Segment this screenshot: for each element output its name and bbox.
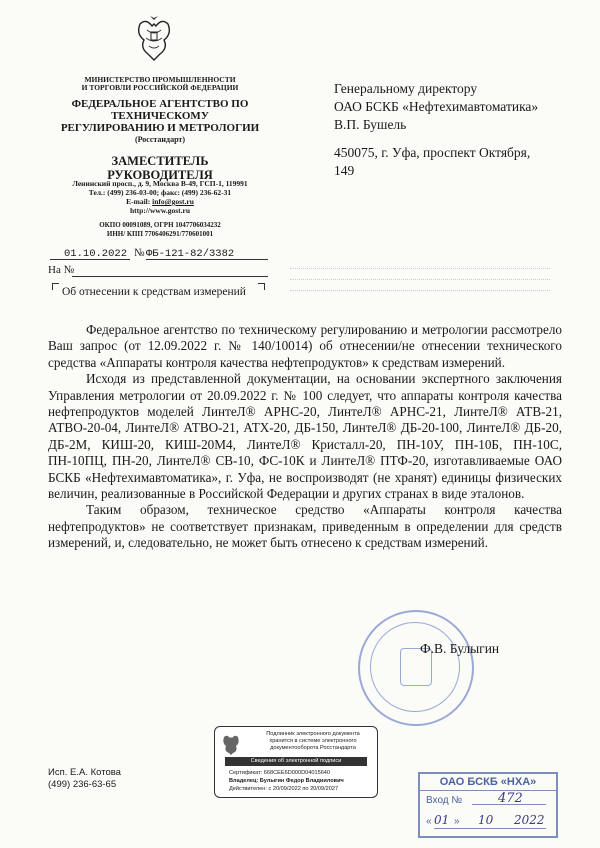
reg-date-line xyxy=(50,259,130,260)
body-paragraph-3: Таким образом, техническое средство «Аппараты контроля качества нефтепродуктов» не соответствует признакам, приведенным в определении для средств измерений, и, следовательно, не может быть отнесено к средствам измерений. xyxy=(48,502,562,551)
electronic-signature-block xyxy=(214,726,378,798)
on-no-label: На № xyxy=(48,264,75,276)
signature-emblem-icon xyxy=(221,733,241,757)
org-inn: ИНН/ КПП 7706406291/770601001 xyxy=(106,230,214,238)
incoming-registration-stamp: ОАО БСКБ «НХА» Вход № 472 « 01 » 10 2022 xyxy=(418,772,558,838)
esig-validity: Действителен: с 20/09/2022 по 20/09/2027 xyxy=(229,786,339,792)
bleed-through-text xyxy=(290,262,550,302)
recipient-name: В.П. Бушель xyxy=(334,117,407,132)
incoming-day: 01 xyxy=(434,813,450,827)
on-no-line xyxy=(72,276,268,277)
official-round-stamp xyxy=(358,610,474,726)
subject-bracket-left xyxy=(52,283,59,290)
coat-of-arms-icon xyxy=(132,14,176,64)
incoming-year: 2022 xyxy=(514,813,545,827)
reg-number: ФБ-121-82/3382 xyxy=(146,248,235,260)
recipient-position: Генеральному директору xyxy=(334,81,478,96)
executor-phone: (499) 236-63-65 xyxy=(48,779,117,790)
reg-number-sign: № xyxy=(134,247,145,259)
esig-line-2: хранится в системе электронного xyxy=(269,738,357,744)
org-email xyxy=(60,198,260,206)
incoming-date-line xyxy=(434,828,546,829)
esig-line-1: Подлинник электронного документа xyxy=(266,731,360,737)
esig-owner: Владелец: Булыгин Федор Владиилович xyxy=(229,778,344,784)
org-phones: Тел.: (499) 236-03-00; факс: (499) 236-62-31 xyxy=(88,188,232,197)
email-label: E-mail: xyxy=(126,197,151,206)
subject-bracket-right xyxy=(258,283,265,290)
incoming-stamp-org: ОАО БСКБ «НХА» xyxy=(420,774,556,791)
esig-title: Сведения об электронной подписи xyxy=(225,757,367,766)
signer-name: Ф.В. Булыгин xyxy=(420,641,500,656)
org-website[interactable]: http://www.gost.ru xyxy=(129,206,190,215)
esig-certificate: Сертификат: 668CEE6D000D04015640 xyxy=(229,770,331,776)
incoming-stamp-label: Вход № xyxy=(426,795,463,806)
letter-body xyxy=(48,322,562,552)
agency-name: ФЕДЕРАЛЬНОЕ АГЕНТСТВО ПО ТЕХНИЧЕСКОМУ РЕГУЛИРОВАНИЮ И МЕТРОЛОГИИ xyxy=(60,98,260,135)
incoming-number: 472 xyxy=(498,791,523,806)
reg-number-line xyxy=(146,259,268,260)
recipient-org: ОАО БСКБ «Нефтехимавтоматика» xyxy=(334,99,539,114)
esig-line-3: документооборота Росстандарта xyxy=(270,745,356,751)
incoming-month: 10 xyxy=(478,813,494,827)
body-paragraph-1: Федеральное агентство по техническому регулированию и метрологии рассмотрело Ваш запрос (от 12.09.2022 г. № 140/10014) об отнесении/не отнесении технического средства «Аппараты контроля качества нефтепродуктов» к средствам измерений. xyxy=(48,322,562,370)
executor-name: Исп. Е.А. Котова xyxy=(48,767,121,778)
email-link[interactable]: info@gost.ru xyxy=(152,197,194,206)
reg-date: 01.10.2022 xyxy=(64,248,128,260)
recipient-address-line1: 450075, г. Уфа, проспект Октября, xyxy=(334,145,531,160)
body-paragraph-2: Исходя из представленной документации, на основании экспертного заключения Управления метрологии от 20.09.2022 г. № 100 следует, что аппараты контроля качества нефтепродуктов моделей ЛинтеЛ® АРНС-20, ЛинтеЛ® АРНС-21, ЛинтеЛ® АТВ-21, АТВО-20-04, ЛинтеЛ® АТВО-21, АТХ-20, ДБ-150, ЛинтеЛ® ДБ-20-100, ЛинтеЛ® ДБ-20, ДБ-2М, КИШ-20, КИШ-20М4, ЛинтеЛ® Кристалл-20, ПН-10У, ПН-10Б, ПН-10С, ПН-10ПЦ, ПН-20, ЛинтеЛ® СВ-10, ФС-10К и ЛинтеЛ® ПТФ-20, изготавливаемые ОАО БСКБ «Нефтехимавтоматика», г. Уфа, не воспроизводят (не хранят) единицы физических величин, реализованные в Российской Федерации и других странах в виде эталонов. xyxy=(48,371,562,502)
subject-line: Об отнесении к средствам измерений xyxy=(62,286,246,298)
org-address: Ленинский просп., д. 9, Москва В-49, ГСП-1, 119991 xyxy=(72,179,248,188)
org-okpo: ОКПО 00091089, ОГРН 1047706034232 xyxy=(99,221,221,229)
recipient-address-line2: 149 xyxy=(334,163,355,178)
position-title: ЗАМЕСТИТЕЛЬ РУКОВОДИТЕЛЯ xyxy=(107,154,213,182)
ministry-name: МИНИСТЕРСТВО ПРОМЫШЛЕННОСТИ И ТОРГОВЛИ РОССИЙСКОЙ ФЕДЕРАЦИИ xyxy=(81,75,239,93)
agency-short-name: (Росстандарт) xyxy=(134,135,186,144)
